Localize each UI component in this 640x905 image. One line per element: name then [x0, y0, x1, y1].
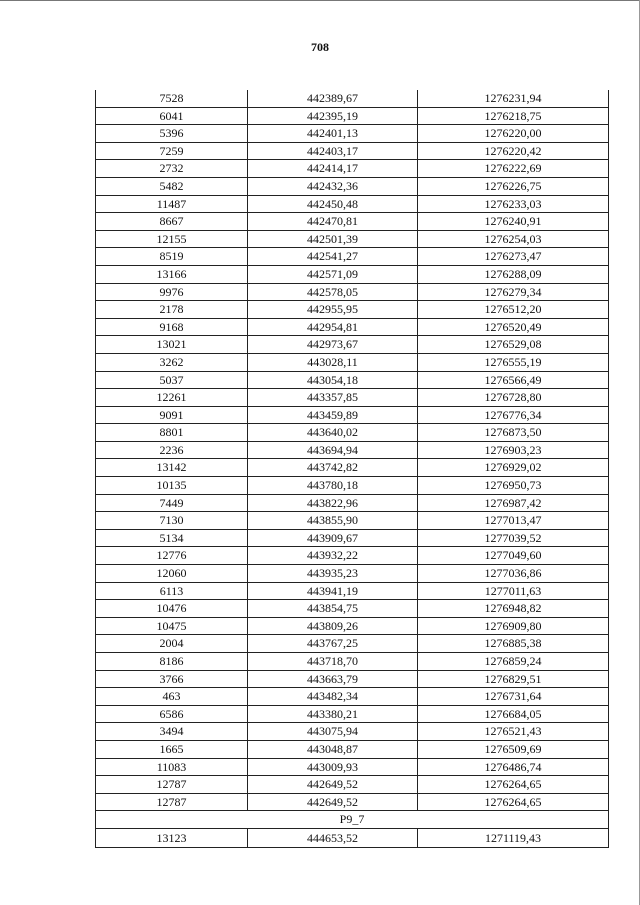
point-number-cell: 7130 [96, 512, 248, 530]
y-coordinate-cell: 1276509,69 [418, 740, 609, 758]
x-coordinate-cell: 442450,48 [248, 195, 418, 213]
table-row [96, 529, 609, 547]
point-number-cell: 13166 [96, 265, 248, 283]
section-label-row [96, 811, 609, 829]
y-coordinate-cell: 1277049,60 [418, 547, 609, 565]
point-number-cell: 8186 [96, 653, 248, 671]
table-row [96, 177, 609, 195]
table-row [96, 389, 609, 407]
point-number-cell: 463 [96, 688, 248, 706]
y-coordinate-cell: 1277036,86 [418, 565, 609, 583]
x-coordinate-cell: 443357,85 [248, 389, 418, 407]
table-row [96, 740, 609, 758]
table-row [96, 582, 609, 600]
point-number-cell: 5396 [96, 125, 248, 143]
x-coordinate-cell: 443909,67 [248, 529, 418, 547]
y-coordinate-cell: 1276288,09 [418, 265, 609, 283]
point-number-cell: 3766 [96, 670, 248, 688]
point-number-cell: 12776 [96, 547, 248, 565]
y-coordinate-cell: 1276731,64 [418, 688, 609, 706]
x-coordinate-cell: 442414,17 [248, 160, 418, 178]
table-row [96, 600, 609, 618]
y-coordinate-cell: 1276950,73 [418, 477, 609, 495]
x-coordinate-cell: 442403,17 [248, 142, 418, 160]
point-number-cell: 8519 [96, 248, 248, 266]
page-top-edge [0, 0, 640, 1]
point-number-cell: 13021 [96, 336, 248, 354]
x-coordinate-cell: 443048,87 [248, 740, 418, 758]
table-row [96, 688, 609, 706]
table-row [96, 776, 609, 794]
y-coordinate-cell: 1276279,34 [418, 283, 609, 301]
point-number-cell: 13142 [96, 459, 248, 477]
y-coordinate-cell: 1276264,65 [418, 776, 609, 794]
point-number-cell: 12787 [96, 776, 248, 794]
x-coordinate-cell: 443640,02 [248, 424, 418, 442]
x-coordinate-cell: 443854,75 [248, 600, 418, 618]
table-row [96, 653, 609, 671]
x-coordinate-cell: 443935,23 [248, 565, 418, 583]
x-coordinate-cell: 443932,22 [248, 547, 418, 565]
x-coordinate-cell: 442973,67 [248, 336, 418, 354]
table-row [96, 318, 609, 336]
y-coordinate-cell: 1276776,34 [418, 406, 609, 424]
table-row [96, 723, 609, 741]
point-number-cell: 12155 [96, 230, 248, 248]
point-number-cell: 10475 [96, 617, 248, 635]
table-row [96, 230, 609, 248]
y-coordinate-cell: 1276859,24 [418, 653, 609, 671]
table-row [96, 283, 609, 301]
table-row [96, 125, 609, 143]
y-coordinate-cell: 1276264,65 [418, 793, 609, 811]
x-coordinate-cell: 443941,19 [248, 582, 418, 600]
x-coordinate-cell: 443380,21 [248, 705, 418, 723]
table-row [96, 371, 609, 389]
point-number-cell: 11083 [96, 758, 248, 776]
table-row [96, 512, 609, 530]
y-coordinate-cell: 1276231,94 [418, 90, 609, 107]
y-coordinate-cell: 1276218,75 [418, 107, 609, 125]
point-number-cell: 2732 [96, 160, 248, 178]
point-number-cell: 12060 [96, 565, 248, 583]
x-coordinate-cell: 442649,52 [248, 793, 418, 811]
point-number-cell: 10476 [96, 600, 248, 618]
y-coordinate-cell: 1276529,08 [418, 336, 609, 354]
point-number-cell: 13123 [96, 828, 248, 847]
y-coordinate-cell: 1276873,50 [418, 424, 609, 442]
y-coordinate-cell: 1276829,51 [418, 670, 609, 688]
point-number-cell: 5134 [96, 529, 248, 547]
point-number-cell: 8801 [96, 424, 248, 442]
y-coordinate-cell: 1276512,20 [418, 301, 609, 319]
table-row [96, 424, 609, 442]
x-coordinate-cell: 443054,18 [248, 371, 418, 389]
point-number-cell: 9976 [96, 283, 248, 301]
point-number-cell: 2004 [96, 635, 248, 653]
point-number-cell: 8667 [96, 213, 248, 231]
table-row [96, 265, 609, 283]
point-number-cell: 3494 [96, 723, 248, 741]
y-coordinate-cell: 1277013,47 [418, 512, 609, 530]
x-coordinate-cell: 442470,81 [248, 213, 418, 231]
x-coordinate-cell: 442501,39 [248, 230, 418, 248]
x-coordinate-cell: 443767,25 [248, 635, 418, 653]
table-row [96, 213, 609, 231]
y-coordinate-cell: 1276220,00 [418, 125, 609, 143]
point-number-cell: 3262 [96, 353, 248, 371]
x-coordinate-cell: 443809,26 [248, 617, 418, 635]
y-coordinate-cell: 1276226,75 [418, 177, 609, 195]
point-number-cell: 6041 [96, 107, 248, 125]
coordinates-table [95, 90, 609, 848]
page-number: 708 [311, 40, 329, 54]
point-number-cell: 12787 [96, 793, 248, 811]
y-coordinate-cell: 1276520,49 [418, 318, 609, 336]
table-row [96, 142, 609, 160]
x-coordinate-cell: 442649,52 [248, 776, 418, 794]
y-coordinate-cell: 1276948,82 [418, 600, 609, 618]
table-row [96, 617, 609, 635]
x-coordinate-cell: 443822,96 [248, 494, 418, 512]
table-row [96, 459, 609, 477]
y-coordinate-cell: 1276273,47 [418, 248, 609, 266]
y-coordinate-cell: 1276987,42 [418, 494, 609, 512]
x-coordinate-cell: 442955,95 [248, 301, 418, 319]
y-coordinate-cell: 1276684,05 [418, 705, 609, 723]
x-coordinate-cell: 443482,34 [248, 688, 418, 706]
y-coordinate-cell: 1276728,80 [418, 389, 609, 407]
y-coordinate-cell: 1276555,19 [418, 353, 609, 371]
table-row [96, 565, 609, 583]
point-number-cell: 1665 [96, 740, 248, 758]
table-row [96, 793, 609, 811]
y-coordinate-cell: 1276885,38 [418, 635, 609, 653]
table-row [96, 494, 609, 512]
point-number-cell: 12261 [96, 389, 248, 407]
x-coordinate-cell: 442389,67 [248, 90, 418, 107]
table-row [96, 160, 609, 178]
x-coordinate-cell: 443028,11 [248, 353, 418, 371]
table-row [96, 758, 609, 776]
x-coordinate-cell: 442578,05 [248, 283, 418, 301]
y-coordinate-cell: 1276566,49 [418, 371, 609, 389]
x-coordinate-cell: 442432,36 [248, 177, 418, 195]
x-coordinate-cell: 443742,82 [248, 459, 418, 477]
y-coordinate-cell: 1276254,03 [418, 230, 609, 248]
point-number-cell: 7449 [96, 494, 248, 512]
point-number-cell: 11487 [96, 195, 248, 213]
x-coordinate-cell: 443855,90 [248, 512, 418, 530]
table-row [96, 90, 609, 107]
table-row [96, 353, 609, 371]
table-row [96, 828, 609, 847]
y-coordinate-cell: 1276929,02 [418, 459, 609, 477]
point-number-cell: 9168 [96, 318, 248, 336]
point-number-cell: 6113 [96, 582, 248, 600]
point-number-cell: 2236 [96, 441, 248, 459]
x-coordinate-cell: 443780,18 [248, 477, 418, 495]
y-coordinate-cell: 1276909,80 [418, 617, 609, 635]
x-coordinate-cell: 442401,13 [248, 125, 418, 143]
section-label: Р9_7 [96, 811, 609, 829]
point-number-cell: 5482 [96, 177, 248, 195]
x-coordinate-cell: 443694,94 [248, 441, 418, 459]
y-coordinate-cell: 1276903,23 [418, 441, 609, 459]
table-row [96, 670, 609, 688]
x-coordinate-cell: 444653,52 [248, 828, 418, 847]
x-coordinate-cell: 443009,93 [248, 758, 418, 776]
table-row [96, 107, 609, 125]
x-coordinate-cell: 442541,27 [248, 248, 418, 266]
x-coordinate-cell: 442395,19 [248, 107, 418, 125]
x-coordinate-cell: 443459,89 [248, 406, 418, 424]
y-coordinate-cell: 1277039,52 [418, 529, 609, 547]
x-coordinate-cell: 443718,70 [248, 653, 418, 671]
point-number-cell: 5037 [96, 371, 248, 389]
point-number-cell: 6586 [96, 705, 248, 723]
table-row [96, 301, 609, 319]
table-row [96, 477, 609, 495]
table-row [96, 441, 609, 459]
table-row [96, 336, 609, 354]
y-coordinate-cell: 1276521,43 [418, 723, 609, 741]
y-coordinate-cell: 1276220,42 [418, 142, 609, 160]
table-row [96, 195, 609, 213]
point-number-cell: 7259 [96, 142, 248, 160]
point-number-cell: 10135 [96, 477, 248, 495]
y-coordinate-cell: 1276240,91 [418, 213, 609, 231]
y-coordinate-cell: 1277011,63 [418, 582, 609, 600]
x-coordinate-cell: 442571,09 [248, 265, 418, 283]
x-coordinate-cell: 443663,79 [248, 670, 418, 688]
x-coordinate-cell: 442954,81 [248, 318, 418, 336]
y-coordinate-cell: 1276486,74 [418, 758, 609, 776]
y-coordinate-cell: 1276233,03 [418, 195, 609, 213]
y-coordinate-cell: 1276222,69 [418, 160, 609, 178]
table-row [96, 705, 609, 723]
table-row [96, 547, 609, 565]
point-number-cell: 7528 [96, 90, 248, 107]
y-coordinate-cell: 1271119,43 [418, 828, 609, 847]
point-number-cell: 9091 [96, 406, 248, 424]
coordinates-table-body [96, 90, 609, 847]
point-number-cell: 2178 [96, 301, 248, 319]
table-row [96, 406, 609, 424]
x-coordinate-cell: 443075,94 [248, 723, 418, 741]
table-row [96, 248, 609, 266]
table-row [96, 635, 609, 653]
